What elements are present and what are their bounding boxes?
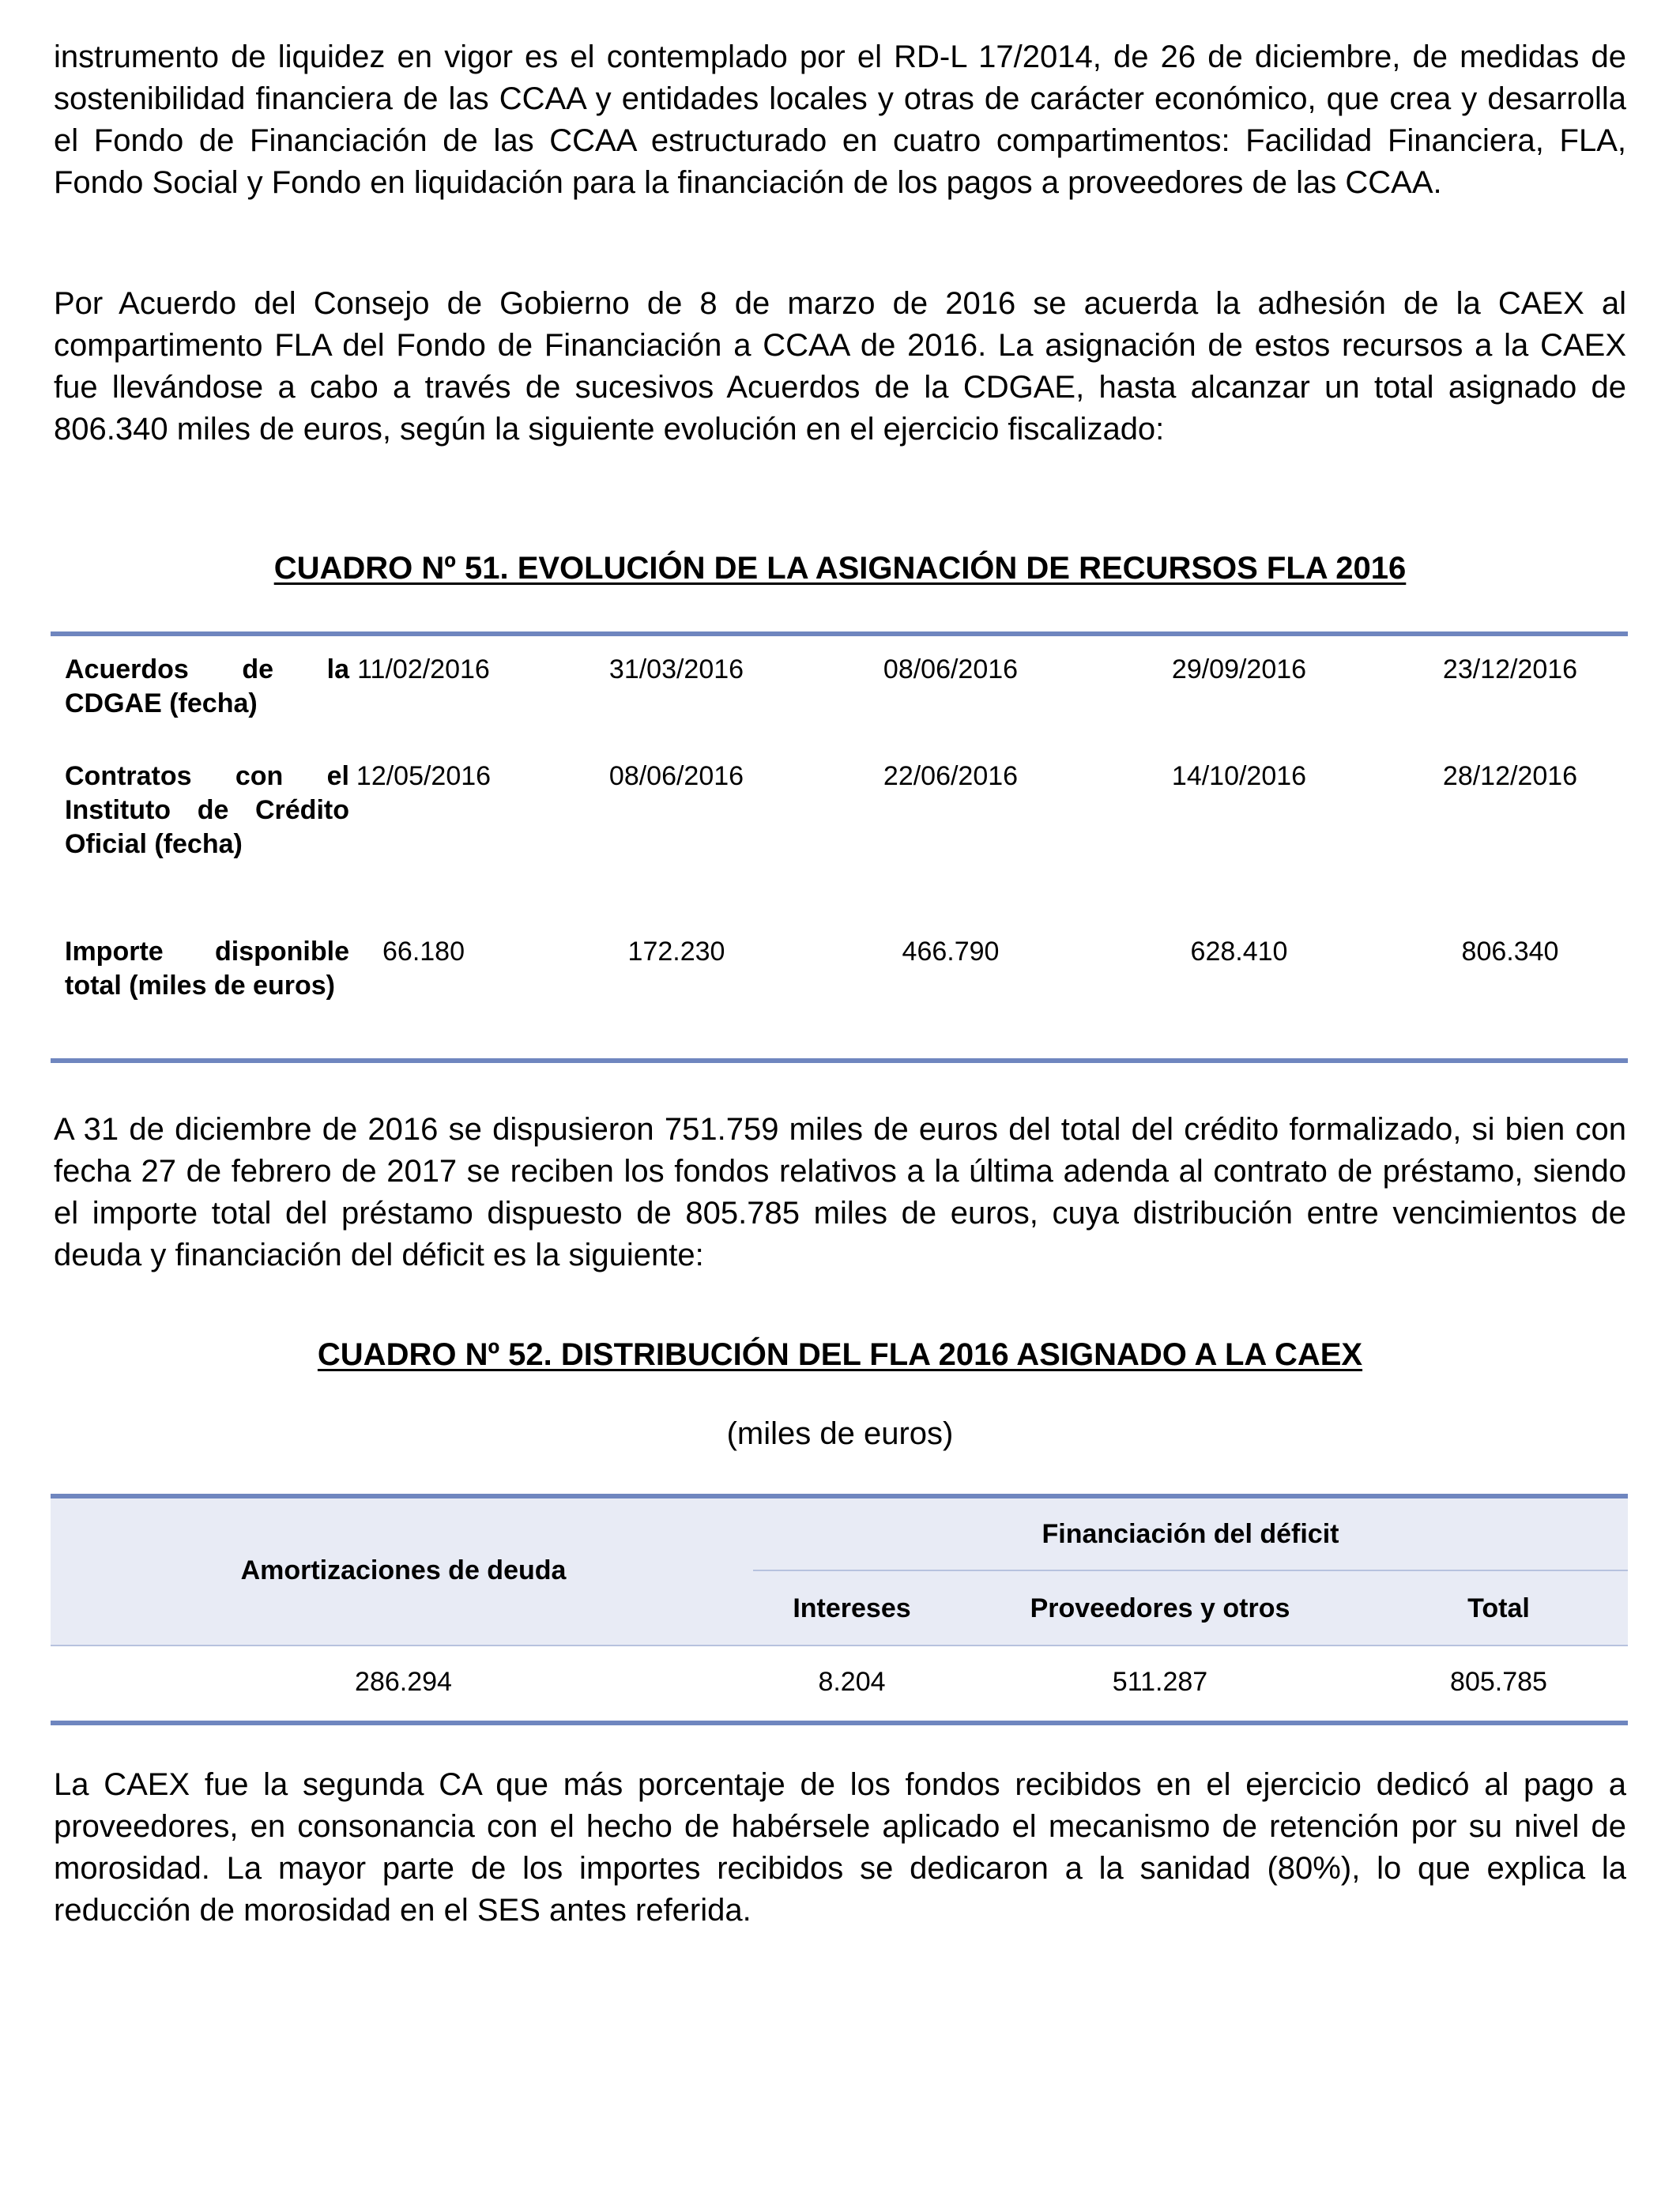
table-cell: 628.410 (1190, 937, 1288, 967)
table-52-top-rule (51, 1494, 1628, 1498)
table-51-title: CUADRO Nº 51. EVOLUCIÓN DE LA ASIGNACIÓN DE RECURSOS FLA 2016 (273, 551, 1407, 586)
table-52-header-divider (753, 1570, 1628, 1571)
column-header-total: Total (1467, 1593, 1530, 1623)
table-cell: 66.180 (382, 937, 465, 967)
table-cell-total: 805.785 (1450, 1667, 1547, 1697)
table-cell: 11/02/2016 (357, 654, 490, 684)
table-52-unit: (miles de euros) (726, 1416, 954, 1451)
table-51-top-rule (51, 631, 1628, 636)
table-cell: 466.790 (902, 937, 1000, 967)
table-cell: 23/12/2016 (1442, 654, 1578, 684)
table-cell: 08/06/2016 (883, 654, 1019, 684)
paragraph-conclusion: La CAEX fue la segunda CA que más porcentaje de los fondos recibidos en el ejercicio dedicó al pago a proveedores, en consonancia con el hecho de habérsele aplicado el mecanismo de retención por su nivel de morosidad. La mayor parte de los importes recibidos se dedicaron a la sanidad (80%), lo que explica la reducción de morosidad en el SES antes referida. (54, 1767, 1626, 1928)
row-header: Acuerdos de la CDGAE (fecha) (65, 654, 349, 718)
table-52-bottom-rule (51, 1721, 1628, 1725)
table-cell: 22/06/2016 (883, 761, 1019, 791)
column-header-financiacion: Financiación del déficit (1042, 1519, 1339, 1549)
row-header: Contratos con el Instituto de Crédito Oficial (fecha) (65, 761, 349, 859)
table-cell: 172.230 (627, 937, 725, 967)
table-cell: 29/09/2016 (1171, 654, 1307, 684)
table-cell: 14/10/2016 (1171, 761, 1307, 791)
table-52-title: CUADRO Nº 52. DISTRIBUCIÓN DEL FLA 2016 ASIGNADO A LA CAEX (317, 1337, 1363, 1372)
paragraph-acuerdo: Por Acuerdo del Consejo de Gobierno de 8 de marzo de 2016 se acuerda la adhesión de la CAEX al compartimento FLA del Fondo de Financiación a CCAA de 2016. La asignación de estos recursos a la CAEX fue llevándose a cabo a través de sucesivos Acuerdos de la CDGAE, hasta alcanzar un total asignado de 806.340 miles de euros, según la siguiente evolución en el ejercicio fiscalizado: (54, 286, 1626, 447)
paragraph-disposicion: A 31 de diciembre de 2016 se dispusieron 751.759 miles de euros del total del crédito formalizado, si bien con fecha 27 de febrero de 2017 se reciben los fondos relativos a la última adenda al contrato de préstamo, siendo el importe total del préstamo dispuesto de 805.785 miles de euros, cuya distribución entre vencimientos de deuda y financiación del déficit es la siguiente: (54, 1112, 1626, 1272)
table-cell-intereses: 8.204 (818, 1667, 886, 1697)
table-cell: 12/05/2016 (356, 761, 492, 791)
table-51-bottom-rule (51, 1058, 1628, 1063)
column-header-intereses: Intereses (793, 1593, 911, 1623)
table-cell-amortizaciones: 286.294 (355, 1667, 452, 1697)
paragraph-intro: instrumento de liquidez en vigor es el contemplado por el RD-L 17/2014, de 26 de diciembre, de medidas de sostenibilidad financiera de las CCAA y entidades locales y otras de carácter económico, que crea y desarrolla el Fondo de Financiación de las CCAA estructurado en cuatro compartimentos: Facilidad Financiera, FLA, Fondo Social y Fondo en liquidación para la financiación de los pagos a proveedores de las CCAA. (54, 40, 1626, 200)
table-cell: 08/06/2016 (608, 761, 744, 791)
table-cell-proveedores: 511.287 (1112, 1667, 1208, 1697)
table-cell: 806.340 (1461, 937, 1559, 967)
row-header: Importe disponible total (miles de euros) (65, 937, 349, 1001)
table-cell: 28/12/2016 (1442, 761, 1578, 791)
table-52-header-bottom-rule (51, 1645, 1628, 1646)
table-cell: 31/03/2016 (608, 654, 744, 684)
column-header-amortizaciones: Amortizaciones de deuda (240, 1555, 567, 1585)
column-header-proveedores: Proveedores y otros (1030, 1593, 1290, 1623)
